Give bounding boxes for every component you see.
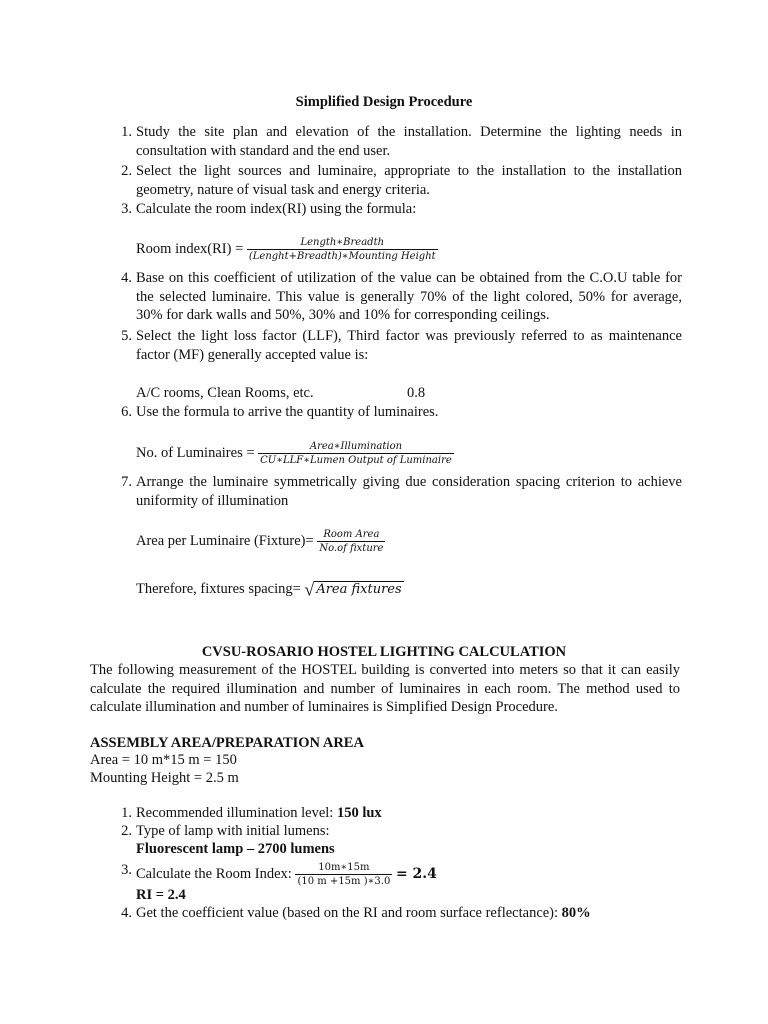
fraction-numerator: 10m∗15m <box>295 861 392 875</box>
step-3 <box>110 200 682 219</box>
formula-label: No. of Luminaires = <box>136 444 255 461</box>
coefficient-value: 80% <box>561 905 591 921</box>
step-text: Base on this coefficient of utilization of the value can be obtained from the C.O.U table for the selected luminaire. This value is generally 70% of the light colored, 50% for average, 30% for dark walls and 50%, 30% and 10% for corresponding ceilings. <box>136 270 682 323</box>
fraction <box>317 528 385 555</box>
step-2 <box>110 162 682 199</box>
step-number: 4. <box>121 270 132 286</box>
illumination-value: 150 lux <box>336 805 382 821</box>
area-line: Area = 10 m*15 m = 150 <box>90 752 237 768</box>
step-text: Study the site plan and elevation of the installation. Determine the lighting needs in consultation with standard and the end user. <box>136 124 682 159</box>
fraction-denominator: (10 m +15m )∗3.0 <box>297 876 391 887</box>
room-index-result: = 2.4 <box>395 865 437 882</box>
step-text: Calculate the room index(RI) using the formula: <box>136 201 417 217</box>
step-text <box>136 861 682 888</box>
formula-label: Area per Luminaire (Fixture)= <box>136 532 314 549</box>
step-text-plain: Recommended illumination level: <box>136 805 337 821</box>
step-number: 7. <box>121 474 132 490</box>
step-text <box>136 804 682 823</box>
step-number: 1. <box>121 805 132 821</box>
step-1 <box>110 123 682 160</box>
step-text: Type of lamp with initial lumens: <box>136 823 330 839</box>
height-line: Mounting Height = 2.5 m <box>90 770 239 786</box>
section-title: Simplified Design Procedure <box>295 94 473 110</box>
step-text: Select the light loss factor (LLF), Third factor was previously referred to as maintenance factor (MF) generally accepted value is: <box>136 328 682 363</box>
calc-step-4 <box>110 904 682 923</box>
calculation-title: CVSU-ROSARIO HOSTEL LIGHTING CALCULATION <box>201 644 567 660</box>
step-text-plain: Get the coefficient value (based on the RI and room surface reflectance): <box>136 905 562 921</box>
calc-step-3 <box>110 861 682 888</box>
step-number: 4. <box>121 905 132 921</box>
fraction-denominator: No.of fixture <box>319 543 384 554</box>
step-4 <box>110 269 682 325</box>
fraction <box>247 236 438 263</box>
fraction-numerator: Length∗Breadth <box>247 236 438 250</box>
step-text: Arrange the luminaire symmetrically giving due consideration spacing criterion to achieve uniformity of illumination <box>136 474 682 509</box>
area-per-luminaire-formula <box>136 528 385 555</box>
room-index-formula <box>136 236 438 263</box>
llf-row <box>136 384 314 403</box>
calc-step-2 <box>110 822 682 841</box>
spacing-formula <box>136 580 404 599</box>
step-text: Select the light sources and luminaire, appropriate to the installation to the installation geometry, nature of visual task and energy criteria. <box>136 163 682 198</box>
fraction <box>258 440 454 467</box>
fraction-denominator: CU∗LLF∗Lumen Output of Luminaire <box>260 455 452 466</box>
step-number: 3. <box>121 201 132 217</box>
fraction <box>295 861 392 888</box>
step-number: 1. <box>121 124 132 140</box>
llf-label: A/C rooms, Clean Rooms, etc. <box>136 385 314 401</box>
radical-sign: √ <box>304 579 315 600</box>
luminaires-formula <box>136 440 454 467</box>
step-text: Use the formula to arrive the quantity of luminaires. <box>136 404 439 420</box>
step-7 <box>110 473 682 510</box>
fraction-numerator: Area∗Illumination <box>258 440 454 454</box>
step-number: 3. <box>121 862 132 878</box>
step-number: 5. <box>121 328 132 344</box>
fraction-denominator: (Lenght+Breadth)∗Mounting Height <box>248 251 436 262</box>
square-root <box>304 580 403 599</box>
formula-label: Therefore, fixtures spacing= <box>136 581 301 597</box>
step-6 <box>110 403 682 422</box>
step-text <box>136 904 682 923</box>
radicand: Area fixtures <box>316 581 402 597</box>
step-text-plain: Calculate the Room Index: <box>136 865 296 882</box>
ri-result: RI = 2.4 <box>136 887 186 903</box>
lamp-type: Fluorescent lamp – 2700 lumens <box>136 841 335 857</box>
step-5 <box>110 327 682 364</box>
calc-step-1 <box>110 804 682 823</box>
fraction-numerator: Room Area <box>317 528 385 542</box>
intro-paragraph: The following measurement of the HOSTEL building is converted into meters so that it can easily calculate the required illumination and number of luminaires in each room. The method used to calculate illumination and number of luminaires is Simplified Design Procedure. <box>90 662 680 715</box>
llf-value: 0.8 <box>407 385 426 401</box>
step-number: 6. <box>121 404 132 420</box>
area-heading: ASSEMBLY AREA/PREPARATION AREA <box>90 735 364 751</box>
step-number: 2. <box>121 163 132 179</box>
formula-label: Room index(RI) = <box>136 240 244 257</box>
step-number: 2. <box>121 823 132 839</box>
